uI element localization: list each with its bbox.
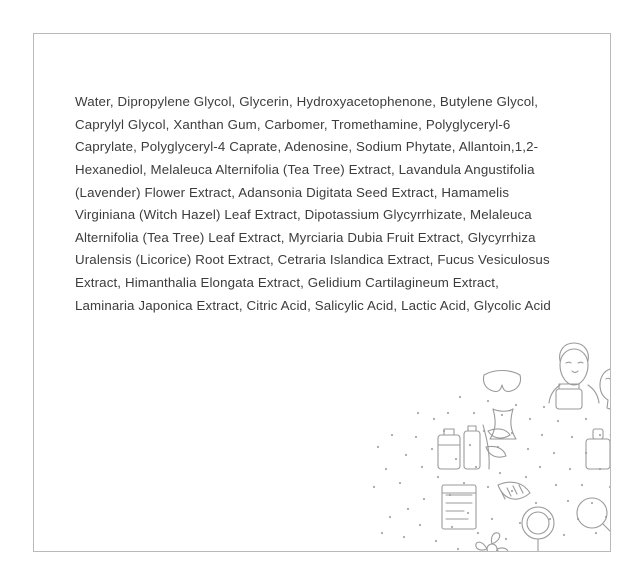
ingredients-card [33, 33, 611, 552]
comb-icon [498, 482, 530, 499]
dotted-texture [373, 396, 611, 552]
woman-face-icon [549, 343, 599, 403]
woman-profile-icon [600, 369, 611, 410]
ingredients-text: Water, Dipropylene Glycol, Glycerin, Hydroxyacetophenone, Butylene Glycol, Caprylyl Glycol, Xanthan Gum, Carbomer, Tromethamine, Polyglyceryl-6 Caprylate, Polyglyceryl-4 Caprate, Adenosine, Sodium Phytate, Allantoin,1,2-Hexanediol, Melaleuca Alternifolia (Tea Tree) Extract, Lavandula Angustifolia (Lavender) Flower Extract, Adansonia Digitata Seed Extract, Hamamelis Virginiana (Witch Hazel) Leaf Extract, Dipotassium Glycyrrhizate, Melaleuca Alternifolia (Tea Tree) Leaf Extract, Myrciaria Dubia Fruit Extract, Glycyrrhiza Uralensis (Licorice) Root Extract, Cetraria Islandica Extract, Fucus Vesiculosus Extract, Himanthalia Elongata Extract, Gelidium Cartilagineum Extract, Laminaria Japonica Extract, Citric Acid, Salicylic Acid, Lactic Acid, Glycolic Acid [75, 94, 554, 313]
flower-icon [476, 533, 508, 552]
hand-mirror-icon [522, 507, 554, 552]
beauty-wellness-icon-collage [360, 327, 611, 552]
cosmetic-bottle-icon [438, 426, 480, 469]
magnifier-icon [577, 498, 611, 534]
leaf-icon [483, 425, 510, 469]
diet-notepad-icon [442, 485, 476, 529]
perfume-bottle-icon [586, 429, 611, 469]
cream-jar-icon [556, 384, 582, 409]
swimsuit-icon [483, 371, 520, 440]
